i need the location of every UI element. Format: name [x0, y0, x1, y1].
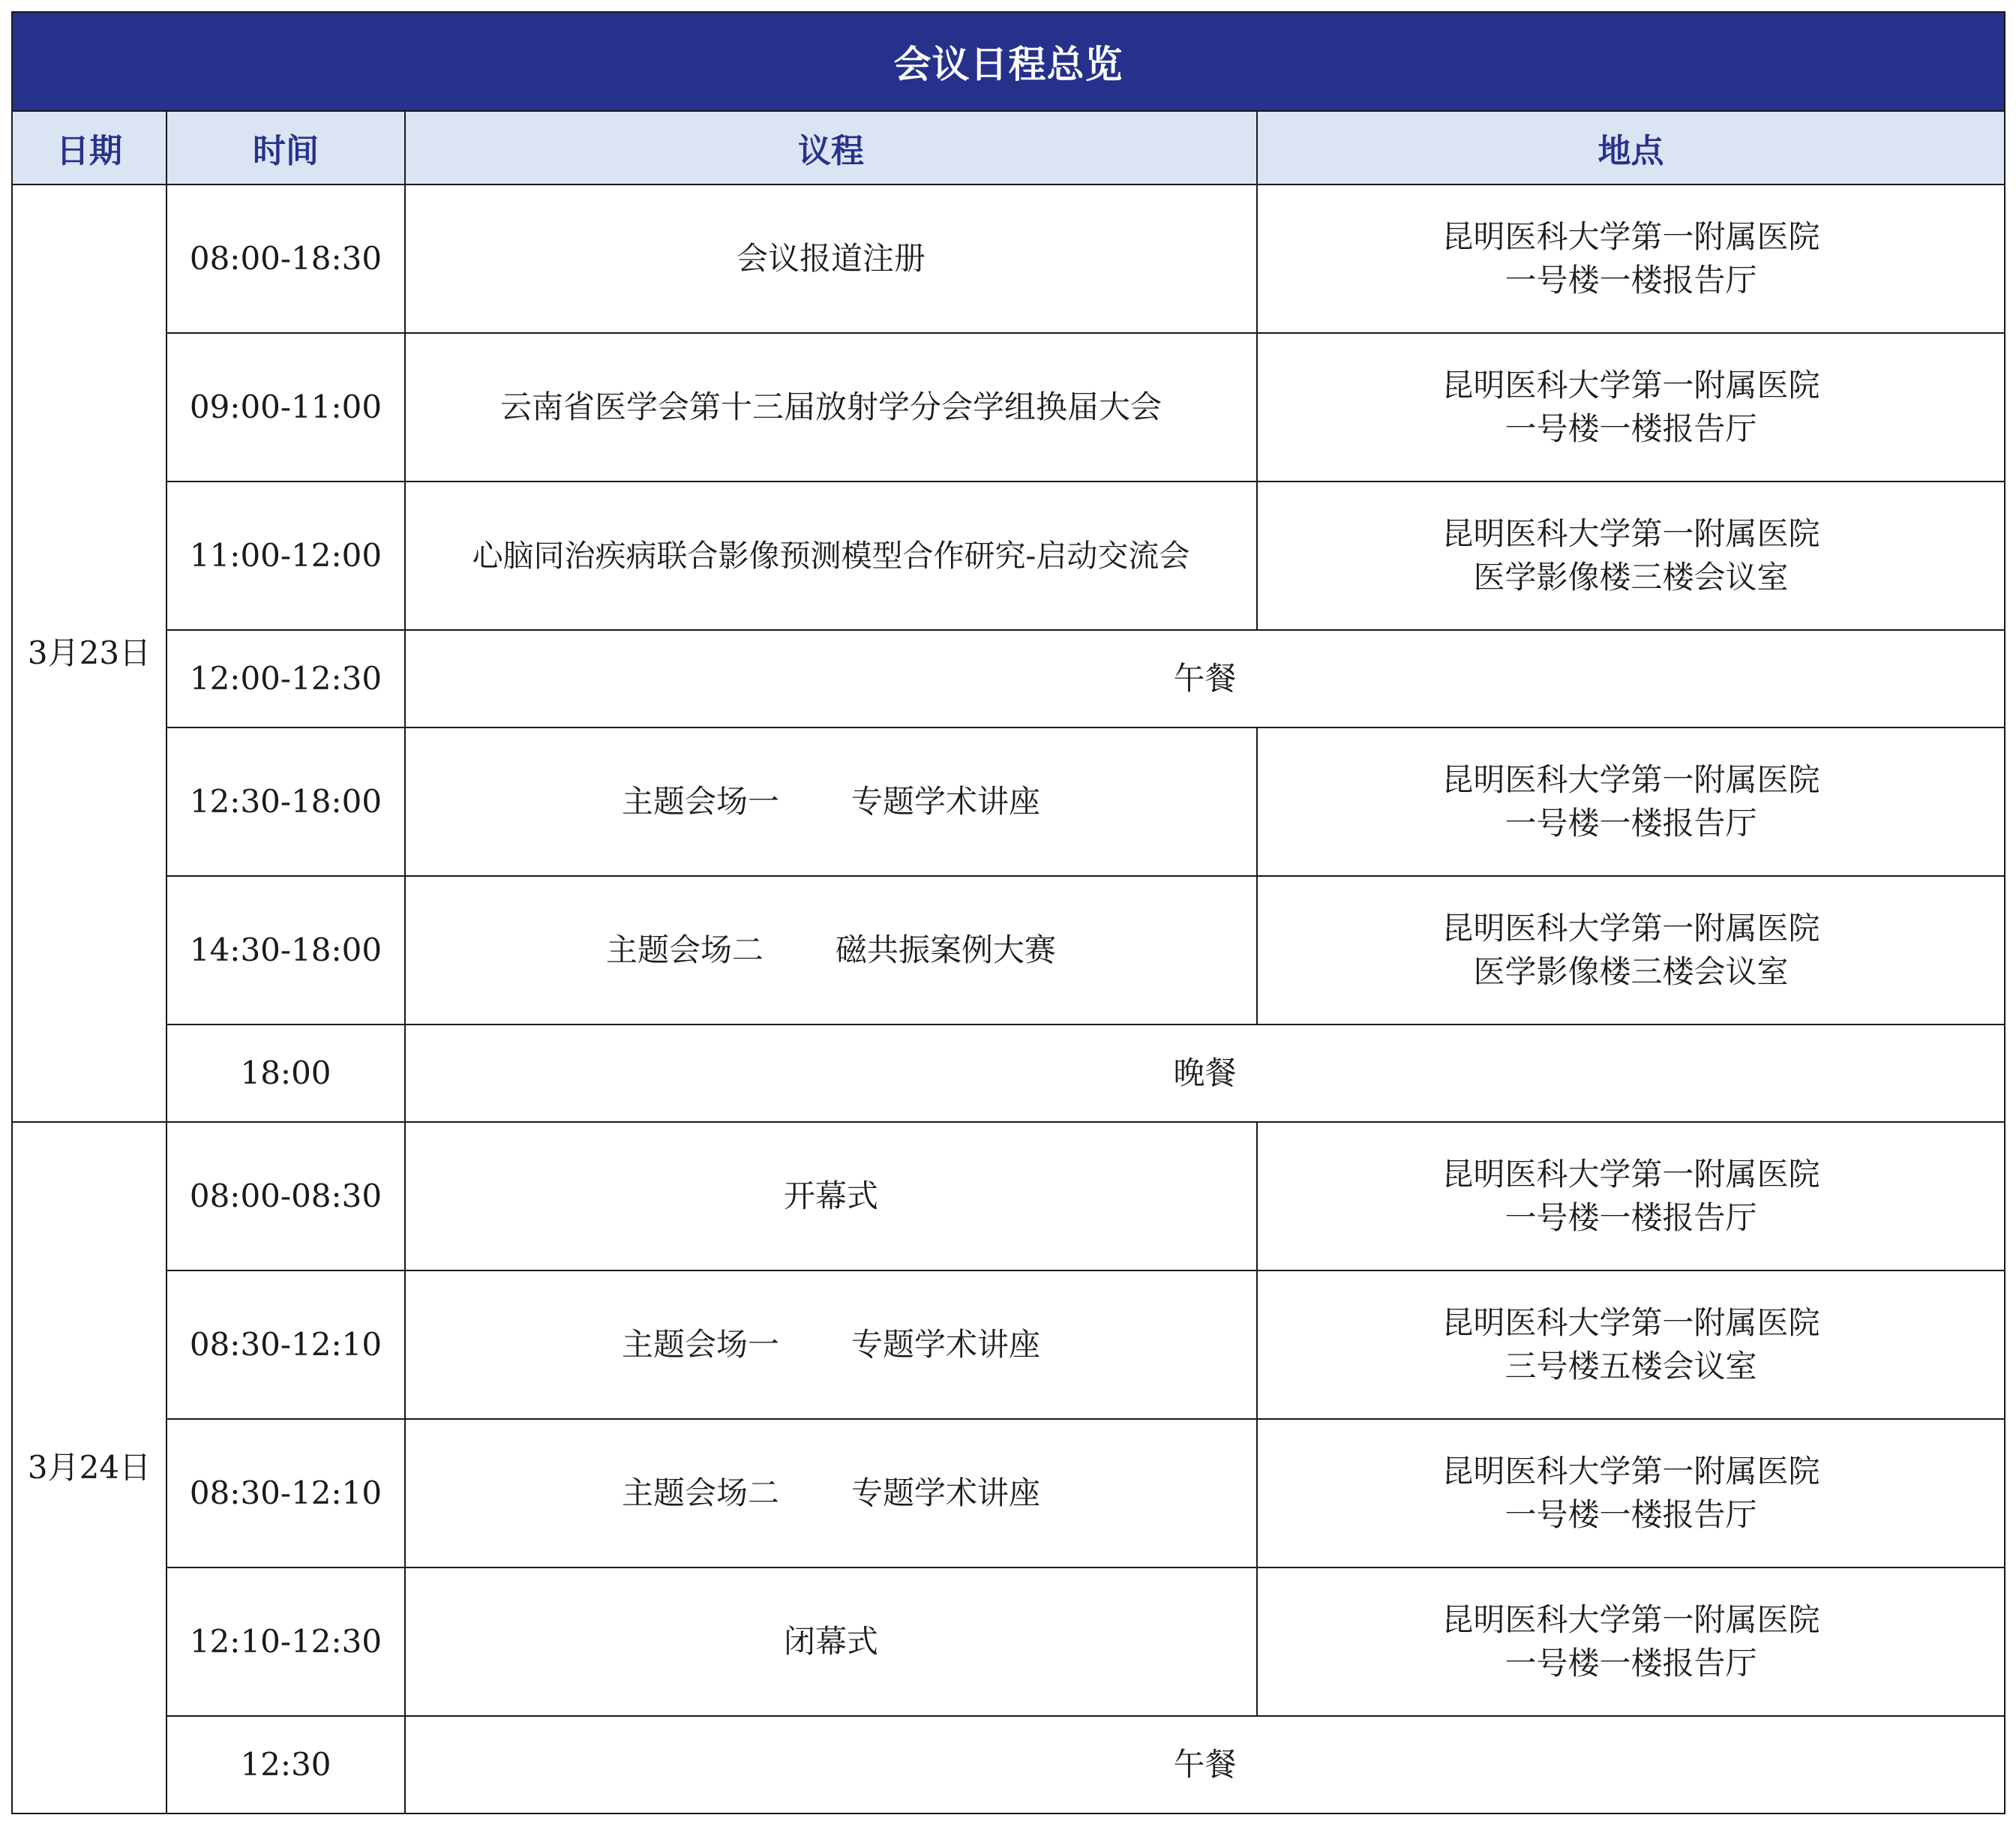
table-row [12, 728, 2005, 876]
topic-label: 专题学术讲座 [851, 1474, 1041, 1511]
agenda-cell: 开幕式 [405, 1122, 1257, 1270]
meal-cell: 晚餐 [405, 1024, 2005, 1122]
date-cell: 3月23日 [12, 184, 166, 1122]
table-row [12, 184, 2005, 333]
location-room: 医学影像楼三楼会议室 [1473, 559, 1789, 596]
agenda-cell: 会议报道注册 [405, 184, 1257, 333]
location-room: 一号楼一楼报告厅 [1504, 262, 1757, 298]
venue-label: 主题会场二 [605, 932, 764, 968]
header-time: 时间 [166, 111, 405, 184]
time-cell: 08:00-08:30 [166, 1122, 405, 1270]
header-location: 地点 [1257, 111, 2005, 184]
title-row [12, 12, 2005, 111]
table-row [12, 1122, 2005, 1270]
topic-label: 专题学术讲座 [851, 1326, 1041, 1363]
topic-label: 专题学术讲座 [851, 783, 1041, 820]
time-cell: 18:00 [166, 1024, 405, 1122]
table-row [12, 1270, 2005, 1419]
agenda-cell: 闭幕式 [405, 1568, 1257, 1716]
agenda-cell [405, 1270, 1257, 1419]
meal-cell: 午餐 [405, 630, 2005, 728]
venue-label: 主题会场一 [621, 1326, 779, 1363]
time-cell: 08:30-12:10 [166, 1419, 405, 1568]
location-room: 一号楼一楼报告厅 [1504, 1645, 1757, 1682]
header-row [12, 111, 2005, 184]
location-hospital: 昆明医科大学第一附属医院 [1442, 1304, 1820, 1341]
agenda-cell [405, 1419, 1257, 1568]
location-room: 一号楼一楼报告厅 [1504, 1199, 1757, 1236]
location-room: 一号楼一楼报告厅 [1504, 410, 1757, 447]
location-cell [1257, 482, 2005, 630]
agenda-cell: 云南省医学会第十三届放射学分会学组换届大会 [405, 333, 1257, 482]
location-cell [1257, 728, 2005, 876]
table-row [12, 630, 2005, 728]
location-cell [1257, 333, 2005, 482]
topic-label: 磁共振案例大赛 [836, 932, 1057, 968]
time-cell: 09:00-11:00 [166, 333, 405, 482]
header-agenda: 议程 [405, 111, 1257, 184]
time-cell: 12:10-12:30 [166, 1568, 405, 1716]
location-hospital: 昆明医科大学第一附属医院 [1442, 218, 1820, 255]
location-hospital: 昆明医科大学第一附属医院 [1442, 910, 1820, 946]
time-cell: 11:00-12:00 [166, 482, 405, 630]
time-cell: 08:30-12:10 [166, 1270, 405, 1419]
location-cell [1257, 1270, 2005, 1419]
agenda-cell: 心脑同治疾病联合影像预测模型合作研究-启动交流会 [405, 482, 1257, 630]
table-row [12, 1716, 2005, 1814]
venue-label: 主题会场二 [621, 1474, 779, 1511]
location-room: 医学影像楼三楼会议室 [1473, 953, 1789, 990]
location-cell [1257, 1419, 2005, 1568]
schedule-container [11, 11, 2006, 1814]
venue-label: 主题会场一 [621, 783, 779, 820]
table-row [12, 1419, 2005, 1568]
date-cell: 3月24日 [12, 1122, 166, 1814]
table-row [12, 1568, 2005, 1716]
time-cell: 08:00-18:30 [166, 184, 405, 333]
table-row [12, 482, 2005, 630]
location-hospital: 昆明医科大学第一附属医院 [1442, 1156, 1820, 1192]
agenda-cell [405, 728, 1257, 876]
location-hospital: 昆明医科大学第一附属医院 [1442, 761, 1820, 798]
time-cell: 12:30 [166, 1716, 405, 1814]
header-date: 日期 [12, 111, 166, 184]
location-cell [1257, 1122, 2005, 1270]
meal-cell: 午餐 [405, 1716, 2005, 1814]
table-title: 会议日程总览 [12, 12, 2005, 111]
location-cell [1257, 184, 2005, 333]
location-cell [1257, 876, 2005, 1024]
schedule-table [11, 11, 2006, 1814]
location-room: 三号楼五楼会议室 [1504, 1348, 1757, 1384]
location-cell [1257, 1568, 2005, 1716]
location-hospital: 昆明医科大学第一附属医院 [1442, 515, 1820, 552]
table-row [12, 333, 2005, 482]
time-cell: 14:30-18:00 [166, 876, 405, 1024]
time-cell: 12:00-12:30 [166, 630, 405, 728]
location-room: 一号楼一楼报告厅 [1504, 1496, 1757, 1533]
location-room: 一号楼一楼报告厅 [1504, 805, 1757, 842]
table-row [12, 1024, 2005, 1122]
time-cell: 12:30-18:00 [166, 728, 405, 876]
table-row [12, 876, 2005, 1024]
agenda-cell [405, 876, 1257, 1024]
location-hospital: 昆明医科大学第一附属医院 [1442, 1601, 1820, 1638]
location-hospital: 昆明医科大学第一附属医院 [1442, 1453, 1820, 1490]
location-hospital: 昆明医科大学第一附属医院 [1442, 367, 1820, 404]
